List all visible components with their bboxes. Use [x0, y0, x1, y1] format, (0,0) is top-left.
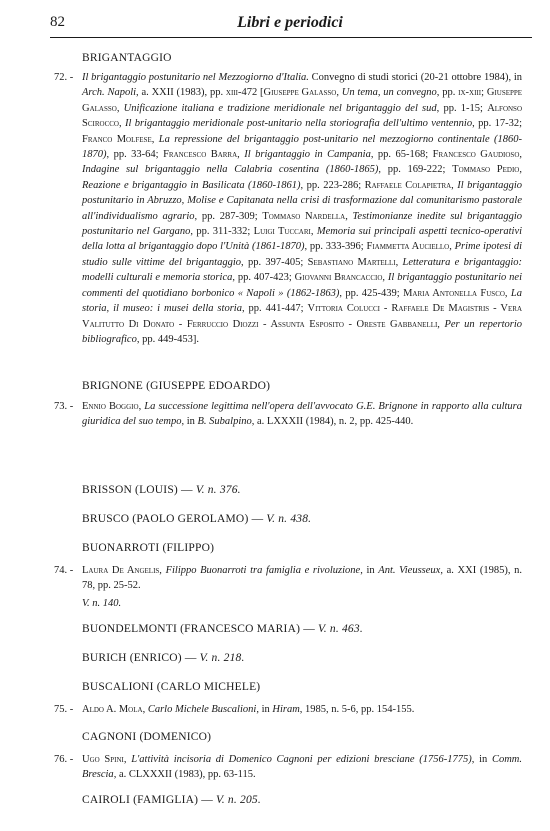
entry-72 — [54, 70, 522, 347]
section-heading-cagnoni: CAGNONI (DOMENICO) — [82, 731, 212, 743]
cross-reference: V. n. 376. — [195, 484, 241, 496]
entry-76 — [54, 752, 522, 783]
entry-text: Laura De Angelis, Filippo Buonarroti tra famiglia e rivoluzione, in Ant. Vieusseux, a. XXI (1985), n. 78, pp. 25-52. — [82, 565, 523, 592]
section-heading-buonarroti: BUONARROTI (FILIPPO) — [82, 542, 215, 554]
entry-74 — [54, 563, 522, 611]
entry-73 — [54, 399, 522, 430]
entry-text: Il brigantaggio postunitario nel Mezzogiorno d'Italia. Convegno di studi storici (20-21 ottobre 1984), in Arch. Napoli, a. XXII (1983), pp. xiii-472 [Giuseppe Galasso, Un tema, un convegno, pp. ix-xiii; Giuseppe Galasso, Unificazione italiana e tradizione meridionale nel brigantaggio del sud, pp. 1-15; Alfonso Scirocco, Il brigantaggio meridionale post-unitario nella storiografia dell'ultimo ventennio, pp. 17-32; Franco Molfese, La repressione del brigantaggio post-unitario nel mezzogiorno continentale (1860-1870), pp. 33-64; Francesco Barra, Il brigantaggio in Campania, pp. 65-168; Francesco Gaudioso, Indagine sul brigantaggio nella Calabria cosentina (1860-1865), pp. 169-222; Tommaso Pedio, Reazione e brigantaggio in Basilicata (1860-1861), pp. 223-286; Raffaele Colapietra, Il brigantaggio postunitario in Abruzzo, Molise e Capitanata nella crisi di trasformazione dal comunitarismo pastorale all'individualismo agrario, pp. 287-309; Tommaso Nardella, Testimonianze inedite sul brigantaggio postunitario nel Gargano, pp. 311-332; Luigi Tuccari, Memoria sui principali aspetti tecnico-operativi della lotta al brigantaggio dopo l'Unità (1861-1870), pp. 333-396; Fiammetta Auciello, Prime ipotesi di studio sulle vittime del brigantaggio, pp. 397-405; Sebastiano Martelli, Letteratura e brigantaggio: modelli culturali e memoria storica, pp. 407-423; Giovanni Brancaccio, Il brigantaggio postunitario nei commenti del quotidiano borbonico « Napoli » (1862-1863), pp. 425-439; Maria Antonella Fusco, La storia, il museo: i musei della storia, pp. 441-447; Vittoria Colucci - Raffaele De Magistris - Vera Valitutto Di Donato - Ferruccio Diozzi - Assunta Esposito - Oreste Gabbanelli, Per un repertorio bibliografico, pp. 449-453]. — [82, 72, 523, 345]
section-heading-brigantaggio: BRIGANTAGGIO — [82, 52, 172, 64]
section-heading-cairoli: CAIROLI (FAMIGLIA) — V. n. 205. — [82, 794, 261, 806]
section-heading-brusco: BRUSCO (PAOLO GEROLAMO) — V. n. 438. — [82, 513, 312, 525]
section-heading-brignone: BRIGNONE (GIUSEPPE EDOARDO) — [82, 380, 271, 392]
running-title: Libri e periodici — [237, 14, 343, 31]
page-header — [50, 14, 530, 36]
entry-number: 75. - — [54, 704, 74, 715]
section-heading-buondelmonti: BUONDELMONTI (FRANCESCO MARIA) — V. n. 463. — [82, 623, 363, 635]
entry-number: 72. - — [54, 72, 74, 83]
page-number: 82 — [50, 14, 65, 30]
entry-number: 74. - — [54, 565, 74, 576]
entry-text: Ugo Spini, L'attività incisoria di Domenico Cagnoni per edizioni bresciane (1756-1775), in Comm. Brescia, a. CLXXXII (1983), pp. 63-115. — [82, 754, 522, 781]
entry-75 — [54, 702, 522, 717]
entry-number: 76. - — [54, 754, 74, 765]
entry-number: 73. - — [54, 401, 74, 412]
section-heading-burich: BURICH (ENRICO) — V. n. 218. — [82, 652, 245, 664]
cross-reference: V. n. 218. — [199, 652, 245, 664]
cross-reference: V. n. 205. — [216, 794, 261, 806]
cross-reference: V. n. 438. — [266, 513, 312, 525]
cross-reference: V. n. 463. — [317, 623, 363, 635]
header-rule — [50, 37, 532, 38]
section-heading-buscalioni: BUSCALIONI (CARLO MICHELE) — [82, 681, 261, 693]
entry-text: Aldo A. Mola, Carlo Michele Buscalioni, in Hiram, 1985, n. 5-6, pp. 154-155. — [82, 704, 415, 715]
section-heading-brisson: BRISSON (LOUIS) — V. n. 376. — [82, 484, 241, 496]
cross-reference: V. n. 140. — [82, 597, 122, 609]
entry-text: Ennio Boggio, La successione legittima nell'opera dell'avvocato G.E. Brignone in rapporto alla cultura giuridica del suo tempo, in B. Subalpino, a. LXXXII (1984), n. 2, pp. 425-440. — [82, 401, 523, 428]
